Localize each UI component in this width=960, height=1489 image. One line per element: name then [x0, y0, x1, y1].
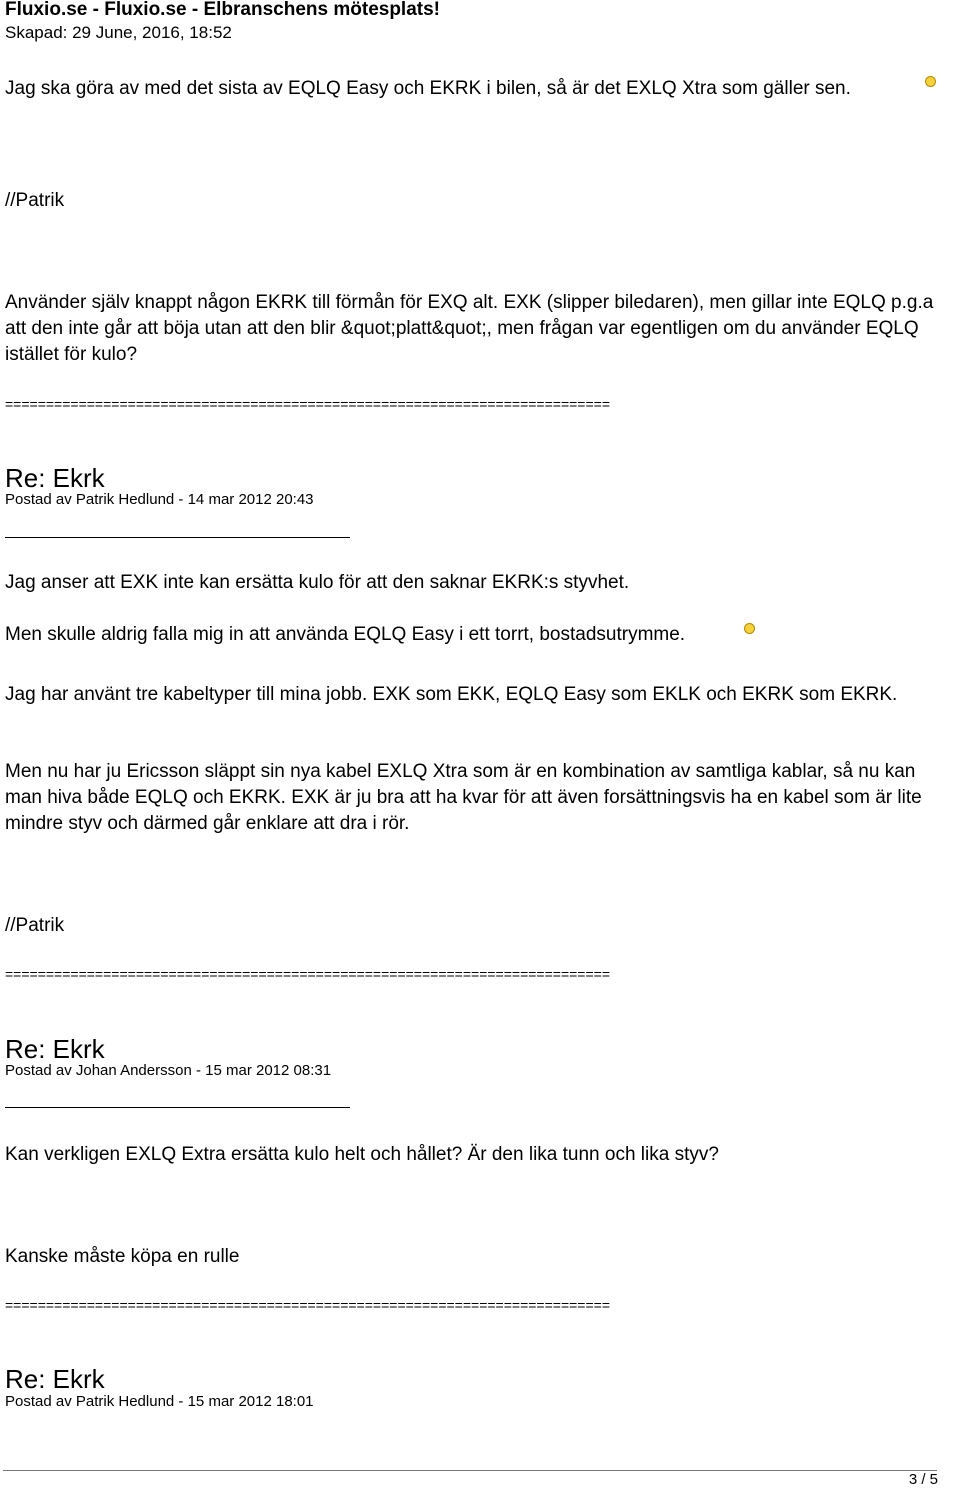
post-text: Jag anser att EXK inte kan ersätta kulo för att den saknar EKRK:s styvhet.: [5, 572, 630, 593]
smiley-icon: [744, 623, 755, 634]
post-rule: [5, 1107, 350, 1108]
signature: //Patrik: [5, 190, 65, 211]
post-text: Jag ska göra av med det sista av EQLQ Easy och EKRK i bilen, så är det EXLQ Xtra som gäller sen.: [5, 78, 851, 99]
post-text: Men skulle aldrig falla mig in att använda EQLQ Easy i ett torrt, bostadsutrymme.: [5, 624, 686, 645]
page-number: 3 / 5: [908, 1471, 938, 1488]
separator: ==========================================================================: [5, 396, 611, 412]
post-text: Jag har använt tre kabeltyper till mina jobb. EXK som EKK, EQLQ Easy som EKLK och EKRK som EKRK.: [5, 684, 898, 705]
post-text: Men nu har ju Ericsson släppt sin nya kabel EXLQ Xtra som är en kombination av samtliga kablar, så nu kan man hiva både EQLQ och EKRK. EXK är ju bra att ha kvar för att även forsättningsvis ha en kabel som är lite mindre styv och därmed går enklare att dra i rör.: [5, 761, 922, 834]
post-meta: Postad av Patrik Hedlund - 14 mar 2012 20:43: [5, 491, 314, 508]
post-title: Re: Ekrk: [5, 1034, 105, 1064]
post-meta: Postad av Patrik Hedlund - 15 mar 2012 18:01: [5, 1393, 314, 1410]
post-meta: Postad av Johan Andersson - 15 mar 2012 08:31: [5, 1062, 332, 1079]
separator: ==========================================================================: [5, 1297, 611, 1313]
quoted-reply: Använder själv knappt någon EKRK till förmån för EXQ alt. EXK (slipper biledaren), men gillar inte EQLQ p.g.a att den inte går att böja utan att den blir &quot;platt&quot;, men frågan var egentligen om du använder EQLQ istället för kulo?: [5, 292, 934, 365]
separator: ==========================================================================: [5, 966, 611, 982]
smiley-icon: [925, 76, 936, 87]
post-title: Re: Ekrk: [5, 1364, 105, 1394]
signature: //Patrik: [5, 915, 65, 936]
document-title: Fluxio.se - Fluxio.se - Elbranschens mötesplats!: [5, 0, 440, 20]
created-date: Skapad: 29 June, 2016, 18:52: [5, 23, 232, 42]
post-rule: [5, 537, 350, 538]
footer-rule: [3, 1470, 937, 1471]
post-text: Kan verkligen EXLQ Extra ersätta kulo helt och hållet? Är den lika tunn och lika styv?: [5, 1144, 719, 1165]
post-title: Re: Ekrk: [5, 463, 105, 493]
post-text: Kanske måste köpa en rulle: [5, 1246, 240, 1267]
